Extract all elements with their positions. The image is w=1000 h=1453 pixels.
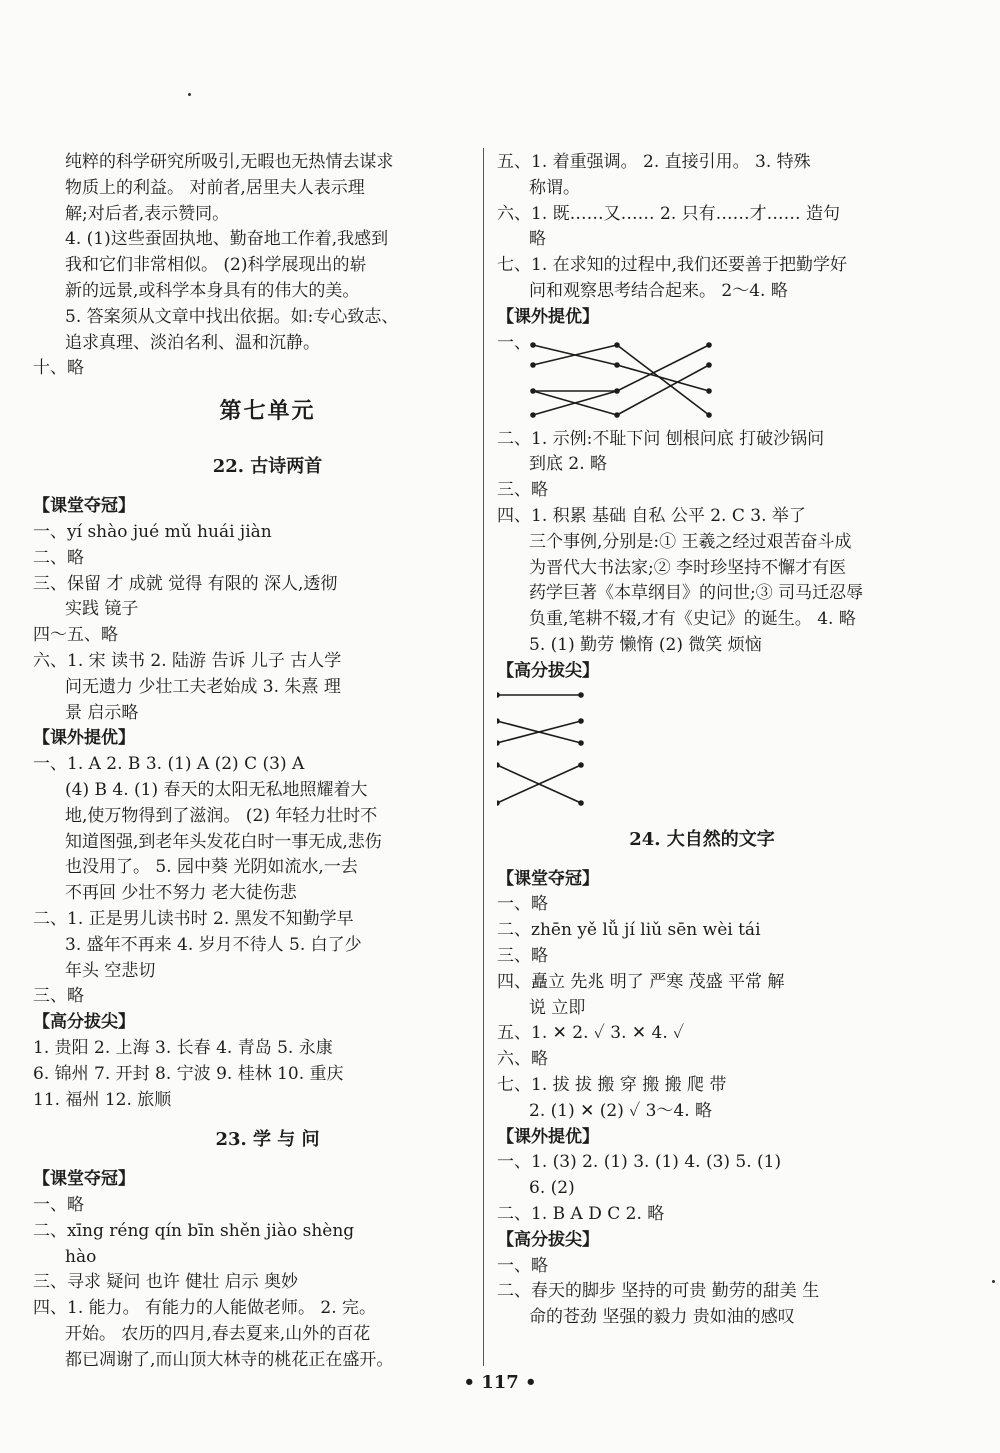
answer-line: 一、略 (497, 894, 548, 915)
answer-line: 二、1. 示例:不耻下问 刨根问底 打破沙锅问 (497, 428, 825, 449)
answer-line: 负重,笔耕不辍,才有《史记》的诞生。 4. 略 (529, 609, 856, 630)
answer-line: 三、略 (33, 986, 84, 1007)
scan-speck (992, 1280, 995, 1283)
answer-line: hào (65, 1246, 97, 1267)
answer-line: 二、1. 正是男儿读书时 2. 黑发不知勤学早 (33, 908, 354, 929)
answer-line: 6. 锦州 7. 开封 8. 宁波 9. 桂林 10. 重庆 (33, 1063, 344, 1084)
answer-line: 称谓。 (529, 177, 580, 198)
answer-line: 三、略 (497, 480, 548, 501)
match-dot (707, 363, 711, 367)
answer-line: 知道图强,到老年头发花白时一事无成,悲伤 (65, 831, 382, 852)
match-line (617, 345, 709, 391)
page-number: • 117 • (463, 1372, 537, 1393)
match-dot (579, 801, 583, 805)
answer-line: 也没用了。 5. 园中葵 光阴如流水,一去 (65, 857, 358, 878)
answer-line: 6. (2) (529, 1178, 575, 1199)
lesson-title: 23. 学 与 问 (215, 1129, 320, 1151)
answer-line: 七、1. 在求知的过程中,我们还要善于把勤学好 (497, 255, 848, 276)
unit-title: 第七单元 (219, 398, 316, 425)
scan-speck (188, 93, 191, 96)
section-heading: 【课外提优】 (33, 728, 135, 749)
answer-line: 三、寻求 疑问 也许 健壮 启示 奥妙 (33, 1272, 299, 1293)
match-dot (497, 763, 499, 767)
answer-line: 略 (529, 229, 546, 250)
answer-line: 二、zhēn yě lǚ jí liǔ sēn wèi tái (497, 920, 761, 941)
section-heading: 【高分拔尖】 (497, 660, 599, 681)
answer-line: 三个事例,分别是:① 王羲之经过艰苦奋斗成 (529, 531, 852, 552)
match-line (617, 365, 709, 415)
section-heading: 【高分拔尖】 (497, 1229, 599, 1250)
answer-line: 六、1. 宋 读书 2. 陆游 告诉 儿子 古人学 (33, 650, 342, 671)
answer-line: 3. 盛年不再来 4. 岁月不待人 5. 白了少 (65, 934, 362, 955)
match-dot (579, 741, 583, 745)
matching-lines (497, 685, 907, 813)
answer-line: 五、1. 着重强调。 2. 直接引用。 3. 特殊 (497, 152, 811, 172)
section-heading: 【高分拔尖】 (33, 1012, 135, 1033)
match-dot (707, 413, 711, 417)
answer-line: 一、1. A 2. B 3. (1) A (2) C (3) A (33, 754, 305, 775)
answer-label: 一、 (497, 332, 531, 353)
match-line (617, 345, 709, 415)
match-dot (497, 719, 499, 723)
answer-line: 都已凋谢了,而山顶大林寺的桃花正在盛开。 (65, 1349, 394, 1370)
section-heading: 【课堂夺冠】 (33, 496, 135, 517)
answer-line: 实践 镜子 (65, 599, 139, 620)
answer-line: 景 启示略 (65, 702, 139, 723)
answer-line: 四～五、略 (33, 625, 118, 646)
answer-line: 四、矗立 先兆 明了 严寒 茂盛 平常 解 (497, 971, 785, 992)
text-line: 物质上的利益。 对前者,居里夫人表示理 (65, 177, 365, 198)
match-dot (531, 343, 535, 347)
match-line (617, 365, 709, 391)
match-dot (615, 343, 619, 347)
text-line: 十、略 (33, 358, 84, 379)
match-dot (707, 389, 711, 393)
answer-line: 11. 福州 12. 旅顺 (33, 1089, 172, 1110)
answer-line: 问和观察思考结合起来。 2～4. 略 (529, 280, 788, 301)
answer-line: 二、略 (33, 547, 84, 568)
text-line: 新的远景,或科学本身具有的伟大的美。 (65, 280, 360, 301)
answer-line: 命的苍劲 坚强的毅力 贵如油的感叹 (529, 1307, 795, 1328)
answer-line: 开始。 农历的四月,春去夏来,山外的百花 (65, 1324, 371, 1345)
match-dot (531, 389, 535, 393)
answer-line: 二、1. B A D C 2. 略 (497, 1203, 665, 1224)
answer-line: 1. 贵阳 2. 上海 3. 长春 4. 青岛 5. 永康 (33, 1037, 333, 1058)
match-dot (615, 413, 619, 417)
match-dot (707, 343, 711, 347)
answer-line: 问无遗力 少壮工夫老始成 3. 朱熹 理 (65, 676, 341, 697)
answer-line: 四、1. 积累 基础 自私 公平 2. C 3. 举了 (497, 505, 806, 526)
text-line: 我和它们非常相似。 (2)科学展现出的崭 (65, 255, 367, 276)
match-dot (531, 363, 535, 367)
match-dot (497, 741, 499, 745)
answer-line: 六、1. 既……又…… 2. 只有……才…… 造句 (497, 203, 841, 224)
lesson-title: 24. 大自然的文字 (629, 828, 775, 850)
answer-line: 5. (1) 勤劳 懒惰 (2) 微笑 烦恼 (529, 634, 762, 655)
text-line: 追求真理、淡泊名利、温和沉静。 (65, 332, 320, 353)
right-column (497, 150, 907, 1331)
column-divider (483, 148, 484, 1366)
lesson-title: 22. 古诗两首 (212, 456, 323, 478)
answer-line: 三、略 (497, 945, 548, 966)
answer-line: 地,使万物得到了滋润。 (2) 年轻力壮时不 (65, 805, 378, 826)
answer-line: 六、略 (497, 1049, 548, 1070)
match-dot (579, 719, 583, 723)
answer-line: 四、1. 能力。 有能力的人能做老师。 2. 完。 (33, 1298, 377, 1319)
text-line: 5. 答案须从文章中找出依据。如:专心致志、 (65, 306, 399, 327)
match-dot (615, 363, 619, 367)
section-heading: 【课外提优】 (497, 306, 599, 327)
text-line: 纯粹的科学研究所吸引,无暇也无热情去谋求 (65, 152, 394, 172)
answer-line: 二、xīng réng qín bīn shěn jiào shèng (33, 1220, 355, 1241)
answer-line: 为晋代大书法家;② 李时珍坚持不懈才有医 (529, 557, 847, 578)
answer-line: 一、略 (497, 1255, 548, 1276)
match-dot (531, 413, 535, 417)
answer-line: 七、1. 拔 拔 搬 穿 搬 搬 爬 带 (497, 1074, 727, 1095)
section-heading: 【课堂夺冠】 (33, 1169, 135, 1190)
answer-line: 2. (1) ✕ (2) ✓ 3～4. 略 (529, 1100, 713, 1121)
answer-line: 到底 2. 略 (529, 454, 608, 475)
match-dot (497, 693, 499, 697)
answer-line: 一、1. (3) 2. (1) 3. (1) 4. (3) 5. (1) (497, 1152, 782, 1173)
answer-line: 三、保留 才 成就 觉得 有限的 深人,透彻 (33, 573, 338, 594)
answer-line: 一、yí shào jué mǔ huái jiàn (33, 521, 272, 542)
match-dot (579, 693, 583, 697)
text-line: 解;对后者,表示赞同。 (65, 203, 230, 224)
match-dot (497, 801, 499, 805)
answer-line: (4) B 4. (1) 春天的太阳无私地照耀着大 (65, 779, 368, 800)
answer-line: 二、春天的脚步 坚持的可贵 勤劳的甜美 生 (497, 1281, 820, 1302)
answer-line: 一、略 (33, 1195, 84, 1216)
answer-line: 不再回 少壮不努力 老大徒伤悲 (65, 883, 297, 904)
matching-diagram-1 (497, 331, 907, 427)
answer-line: 五、1. ✕ 2. ✓ 3. ✕ 4. ✓ (497, 1023, 685, 1044)
answer-line: 说 立即 (529, 997, 586, 1018)
match-dot (579, 763, 583, 767)
section-heading: 【课堂夺冠】 (497, 868, 599, 889)
matching-diagram-2 (497, 685, 907, 813)
answer-line: 药学巨著《本草纲目》的问世;③ 司马迁忍辱 (529, 583, 864, 604)
match-dot (615, 389, 619, 393)
matching-lines (497, 331, 907, 427)
answer-line: 年头 空悲切 (65, 960, 156, 981)
text-line: 4. (1)这些蚕固执地、勤奋地工作着,我感到 (65, 229, 389, 250)
left-column (33, 150, 470, 1374)
section-heading: 【课外提优】 (497, 1126, 599, 1147)
